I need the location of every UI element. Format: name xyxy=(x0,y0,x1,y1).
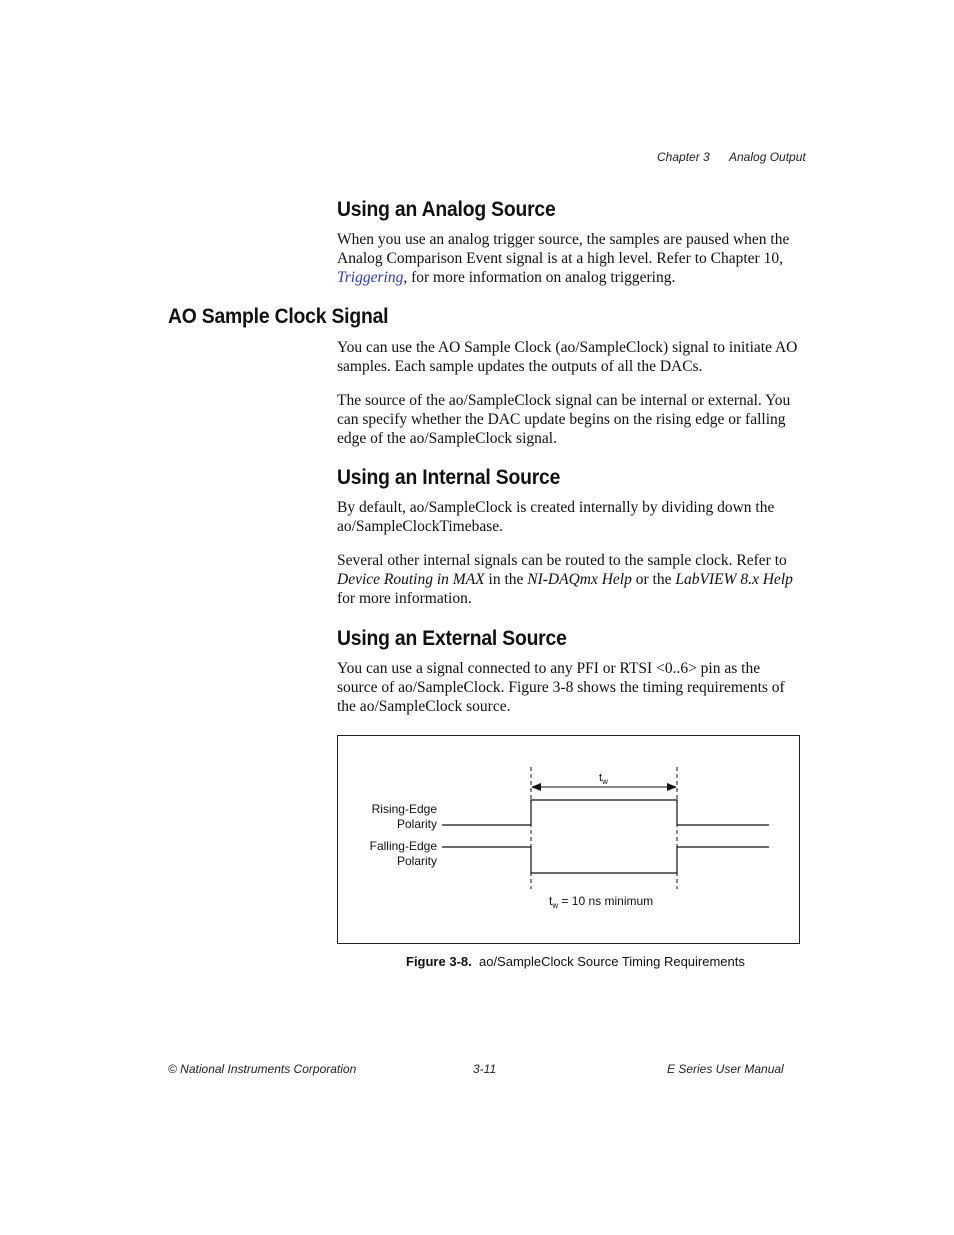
header-chapter: Chapter 3 xyxy=(657,150,710,164)
tw-minimum-note: $t_w = 10$ ns minimum xyxy=(549,894,654,910)
ref-daqmx-help: NI-DAQmx Help xyxy=(527,571,632,588)
footer-copyright: © National Instruments Corporation xyxy=(168,1062,357,1076)
heading-external-source: Using an External Source xyxy=(337,627,567,650)
rising-edge-waveform xyxy=(442,800,769,825)
timing-diagram xyxy=(338,736,799,943)
footer-page-number: 3-11 xyxy=(473,1062,497,1076)
ref-device-routing: Device Routing in MAX xyxy=(337,571,485,588)
rising-label-line1: Rising-Edge xyxy=(371,802,437,816)
paragraph-sample-clock-2: The source of the ao/SampleClock signal can be internal or external. You can specify whether the DAC update begins on the rising edge or falling edge of the ao/SampleClock signal. xyxy=(337,392,791,447)
footer-manual-title: E Series User Manual xyxy=(667,1062,784,1076)
heading-ao-sample-clock: AO Sample Clock Signal xyxy=(168,305,389,328)
figure-caption-text: ao/SampleClock Source Timing Requirements xyxy=(478,954,745,969)
falling-edge-waveform xyxy=(442,847,769,873)
falling-label-line1: Falling-Edge xyxy=(369,839,437,853)
heading-internal-source: Using an Internal Source xyxy=(337,466,561,489)
falling-label-line2: Polarity xyxy=(396,854,437,868)
timing-figure xyxy=(337,735,800,944)
ref-labview-help: LabVIEW 8.x Help xyxy=(675,571,793,588)
figure-caption-label: Figure 3-8. xyxy=(406,954,472,969)
paragraph-external-source: You can use a signal connected to any PFI or RTSI <0..6> pin as the source of ao/SampleClock. Figure 3-8 shows the timing requirements of the ao/SampleClock source. xyxy=(337,660,785,715)
paragraph-sample-clock-1: You can use the AO Sample Clock (ao/SampleClock) signal to initiate AO samples. Each sample updates the outputs of all the DACs. xyxy=(337,339,798,375)
tw-label: $t_w$ xyxy=(599,772,608,786)
paragraph-analog-source: When you use an analog trigger source, the samples are paused when the Analog Comparison Event signal is at a high level. Refer to Chapter 10, Triggering, for more information on analog triggering. xyxy=(337,231,790,286)
figure-caption xyxy=(406,954,745,969)
paragraph-internal-source-1: By default, ao/SampleClock is created internally by dividing down the ao/SampleClockTimebase. xyxy=(337,499,775,535)
header-section: Analog Output xyxy=(729,150,806,164)
arrowhead-left-icon xyxy=(531,783,541,791)
heading-analog-source: Using an Analog Source xyxy=(337,198,556,221)
paragraph-internal-source-2: Several other internal signals can be routed to the sample clock. Refer to Device Routing in MAX in the NI-DAQmx Help or the LabVIEW 8.x Help for more information. xyxy=(337,552,793,607)
arrowhead-right-icon xyxy=(667,783,677,791)
rising-label-line2: Polarity xyxy=(396,817,437,831)
link-triggering[interactable]: Triggering xyxy=(337,269,404,286)
